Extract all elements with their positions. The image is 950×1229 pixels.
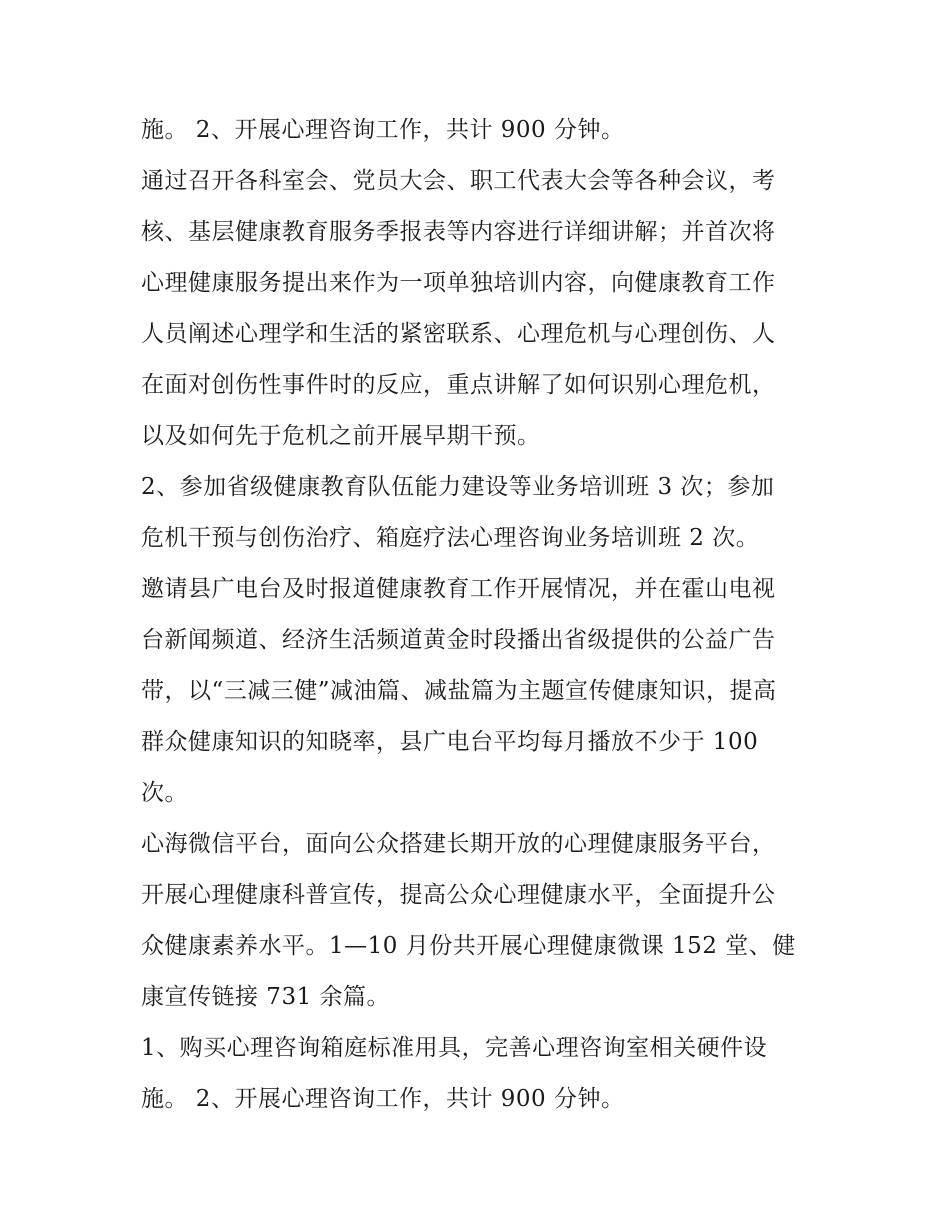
text-line: 心海微信平台，面向公众搭建长期开放的心理健康服务平台， [141, 831, 776, 857]
text-line: 人员阐述心理学和生活的紧密联系、心理危机与心理创伤、人 [141, 321, 776, 347]
text-line: 康宣传链接 731 余篇。 [141, 984, 391, 1010]
text-line: 心理健康服务提出来作为一项单独培训内容，向健康教育工作 [141, 270, 776, 296]
text-line: 1、购买心理咨询箱庭标准用具，完善心理咨询室相关硬件设 [141, 1035, 768, 1061]
text-line: 危机干预与创伤治疗、箱庭疗法心理咨询业务培训班 2 次。 [141, 525, 760, 551]
text-line: 核、基层健康教育服务季报表等内容进行详细讲解；并首次将 [141, 219, 776, 245]
text-line: 众健康素养水平。1—10 月份共开展心理健康微课 152 堂、健 [141, 933, 796, 959]
text-line: 群众健康知识的知晓率，县广电台平均每月播放不少于 100 [141, 729, 759, 755]
text-line: 开展心理健康科普宣传，提高公众心理健康水平，全面提升公 [141, 882, 776, 908]
text-line: 带，以“三减三健”减油篇、减盐篇为主题宣传健康知识，提高 [141, 678, 777, 704]
text-line: 施。 2、开展心理咨询工作，共计 900 分钟。 [141, 117, 625, 143]
document-body [141, 105, 821, 1125]
text-line: 邀请县广电台及时报道健康教育工作开展情况，并在霍山电视 [141, 576, 776, 602]
text-line: 2、参加省级健康教育队伍能力建设等业务培训班 3 次；参加 [141, 474, 775, 500]
text-line: 次。 [141, 780, 188, 806]
text-line: 以及如何先于危机之前开展早期干预。 [141, 423, 541, 449]
text-line: 台新闻频道、经济生活频道黄金时段播出省级提供的公益广告 [141, 627, 776, 653]
text-line: 施。 2、开展心理咨询工作，共计 900 分钟。 [141, 1086, 625, 1112]
text-line: 通过召开各科室会、党员大会、职工代表大会等各种会议，考 [141, 168, 776, 194]
text-line: 在面对创伤性事件时的反应，重点讲解了如何识别心理危机， [141, 372, 776, 398]
